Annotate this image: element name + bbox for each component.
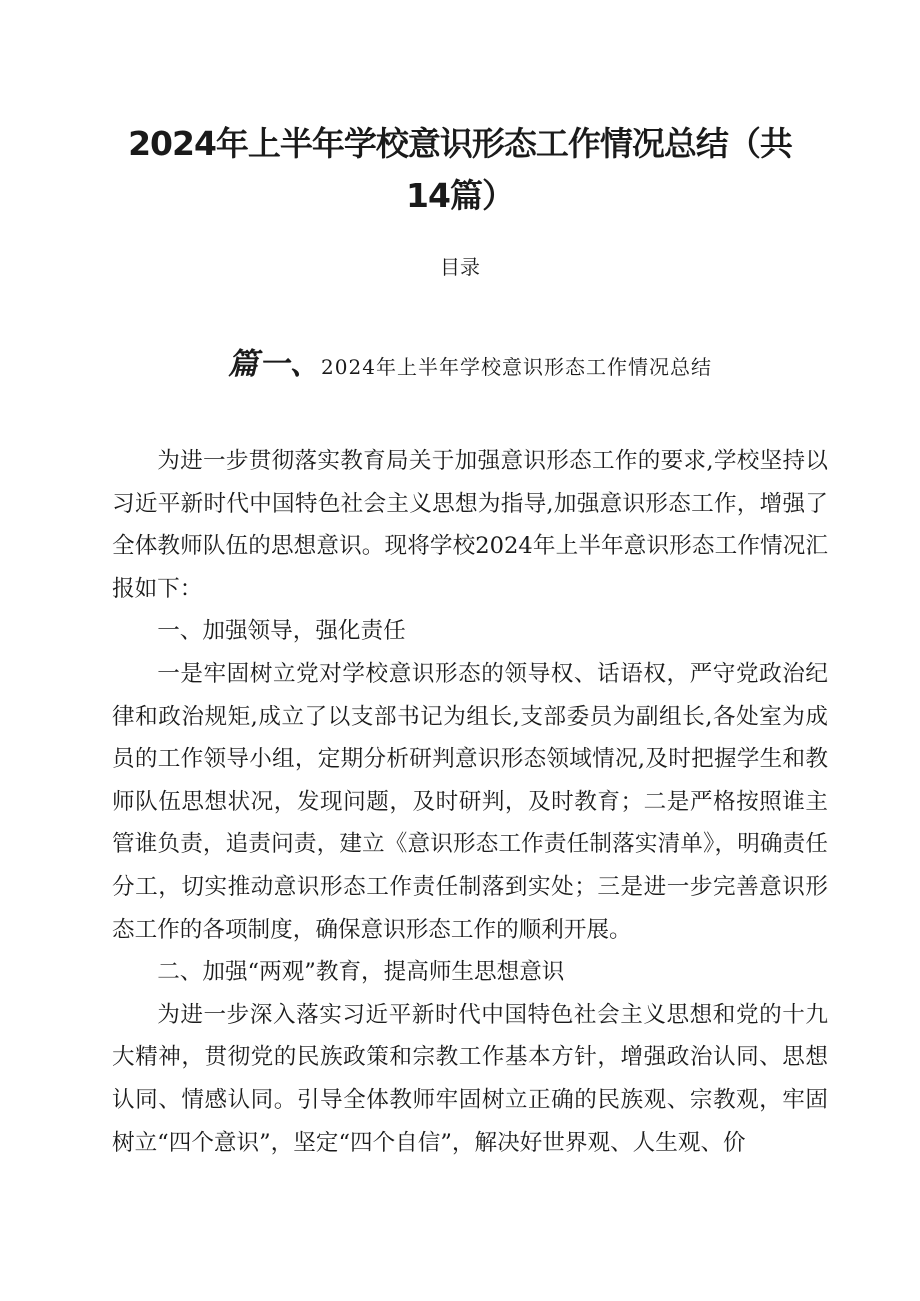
paragraph-section-2: 为进一步深入落实习近平新时代中国特色社会主义思想和党的十九大精神，贯彻党的民族政策和宗教工作基本方针，增强政治认同、思想认同、情感认同。引导全体教师牢固树立正确的民族观、宗教观，牢固树立“四个意识”，坚定“四个自信”，解决好世界观、人生观、价 xyxy=(112,1001,828,1156)
chapter-title: 2024年上半年学校意识形态工作情况总结 xyxy=(321,355,712,379)
document-title: 2024年上半年学校意识形态工作情况总结（共14篇） xyxy=(128,124,792,215)
chapter-heading xyxy=(150,340,790,392)
section-heading-2: 二、加强“两观”教育，提高师生思想意识 xyxy=(157,959,565,986)
paragraph-section-1: 一是牢固树立党对学校意识形态的领导权、话语权，严守党政治纪律和政治规矩,成立了以支部书记为组长,支部委员为副组长,各处室为成员的工作领导小组，定期分析研判意识形态领域情况,及时把握学生和教师队伍思想状况，发现问题，及时研判，及时教育；二是严格按照谁主管谁负责，追责问责，建立《意识形态工作责任制落实清单》，明确责任分工，切实推动意识形态工作责任制落到实处；三是进一步完善意识形态工作的各项制度，确保意识形态工作的顺利开展。 xyxy=(112,660,828,943)
document-body xyxy=(112,440,828,1164)
section-heading-1: 一、加强领导，强化责任 xyxy=(157,618,406,645)
toc-label: 目录 xyxy=(440,255,480,279)
paragraph-intro: 为进一步贯彻落实教育局关于加强意识形态工作的要求,学校坚持以习近平新时代中国特色社会主义思想为指导,加强意识形态工作，增强了全体教师队伍的思想意识。现将学校2024年上半年意识形态工作情况汇报如下： xyxy=(112,448,828,602)
chapter-number: 篇一、 xyxy=(228,347,322,382)
